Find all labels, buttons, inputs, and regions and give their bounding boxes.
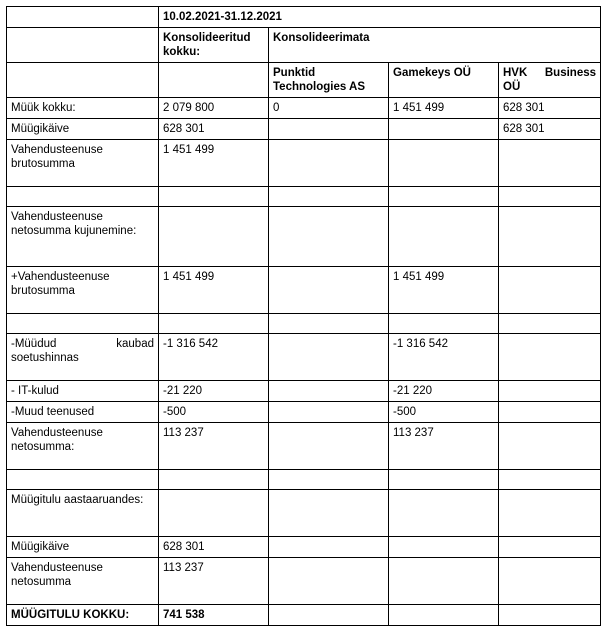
row-value-consolidated: 113 237 xyxy=(159,558,269,605)
header-entity-hvk-word3: OÜ xyxy=(503,81,521,94)
header-blank-cell-2 xyxy=(7,63,159,98)
row-label: Vahendusteenuse netosumma: xyxy=(7,423,159,470)
row-value-punktid xyxy=(269,267,389,314)
table-row xyxy=(7,402,601,423)
row-value-hvk xyxy=(499,207,601,267)
row-value-hvk xyxy=(499,470,601,490)
header-entity-gamekeys: Gamekeys OÜ xyxy=(389,63,499,98)
row-value-punktid xyxy=(269,490,389,537)
header-corner-cell xyxy=(7,7,159,28)
row-value-consolidated: 628 301 xyxy=(159,119,269,140)
row-value-hvk xyxy=(499,314,601,334)
row-value-punktid xyxy=(269,605,389,626)
row-value-consolidated xyxy=(159,207,269,267)
row-value-hvk xyxy=(499,334,601,381)
row-label-part3: soetushinnas xyxy=(11,352,79,365)
row-label: - IT-kulud xyxy=(7,381,159,402)
header-unconsolidated: Konsolideerimata xyxy=(269,28,601,63)
row-value-gamekeys: 113 237 xyxy=(389,423,499,470)
table-row-spacer xyxy=(7,187,601,207)
table-row-total xyxy=(7,605,601,626)
row-value-consolidated: 113 237 xyxy=(159,423,269,470)
row-label: -Muud teenused xyxy=(7,402,159,423)
header-period-cell: 10.02.2021-31.12.2021 xyxy=(159,7,601,28)
row-value-consolidated: 1 451 499 xyxy=(159,267,269,314)
row-label: +Vahendusteenuse brutosumma xyxy=(7,267,159,314)
row-value-hvk xyxy=(499,381,601,402)
row-value-hvk: 628 301 xyxy=(499,119,601,140)
table-row xyxy=(7,334,601,381)
row-label: Vahendusteenuse netosumma xyxy=(7,558,159,605)
table-row xyxy=(7,490,601,537)
row-value-punktid xyxy=(269,402,389,423)
header-consolidated-total: Konsolideeritud kokku: xyxy=(159,28,269,63)
row-value-hvk: 628 301 xyxy=(499,98,601,119)
row-value-gamekeys xyxy=(389,119,499,140)
financial-table xyxy=(6,6,601,626)
table-row xyxy=(7,537,601,558)
row-value-gamekeys: -1 316 542 xyxy=(389,334,499,381)
row-value-punktid xyxy=(269,207,389,267)
row-value-punktid xyxy=(269,140,389,187)
table-row xyxy=(7,207,601,267)
row-value-punktid xyxy=(269,537,389,558)
row-label: Müügikäive xyxy=(7,537,159,558)
header-entity-hvk-word2: Business xyxy=(544,67,597,80)
row-value-gamekeys xyxy=(389,537,499,558)
row-label: Vahendusteenuse netosumma kujunemine: xyxy=(7,207,159,267)
table-row xyxy=(7,267,601,314)
table-row-spacer xyxy=(7,314,601,334)
row-value-consolidated xyxy=(159,470,269,490)
row-value-punktid xyxy=(269,314,389,334)
table-row xyxy=(7,381,601,402)
row-value-gamekeys: 1 451 499 xyxy=(389,98,499,119)
table-header-group-row xyxy=(7,28,601,63)
row-value-gamekeys xyxy=(389,490,499,537)
table-row xyxy=(7,119,601,140)
row-value-hvk xyxy=(499,490,601,537)
row-label xyxy=(7,334,159,381)
row-value-hvk xyxy=(499,140,601,187)
header-blank-cell-3 xyxy=(159,63,269,98)
row-value-punktid xyxy=(269,558,389,605)
table-row xyxy=(7,140,601,187)
row-label: Müügitulu aastaaruandes: xyxy=(7,490,159,537)
row-value-consolidated xyxy=(159,314,269,334)
row-value-punktid xyxy=(269,334,389,381)
row-value-consolidated: -1 316 542 xyxy=(159,334,269,381)
row-value-hvk xyxy=(499,267,601,314)
row-value-gamekeys xyxy=(389,558,499,605)
header-entity-hvk-word1: HVK xyxy=(503,67,528,80)
row-label xyxy=(7,314,159,334)
row-value-gamekeys xyxy=(389,605,499,626)
row-value-consolidated: -500 xyxy=(159,402,269,423)
row-value-gamekeys: -500 xyxy=(389,402,499,423)
row-value-punktid xyxy=(269,381,389,402)
row-value-consolidated: 628 301 xyxy=(159,537,269,558)
row-value-punktid xyxy=(269,423,389,470)
row-label-total: MÜÜGITULU KOKKU: xyxy=(7,605,159,626)
row-value-punktid xyxy=(269,470,389,490)
row-label: Müük kokku: xyxy=(7,98,159,119)
row-value-consolidated: 1 451 499 xyxy=(159,140,269,187)
row-value-consolidated xyxy=(159,187,269,207)
row-value-gamekeys xyxy=(389,207,499,267)
table-header-period-row xyxy=(7,7,601,28)
row-value-hvk xyxy=(499,402,601,423)
row-value-consolidated: 2 079 800 xyxy=(159,98,269,119)
row-value-gamekeys xyxy=(389,140,499,187)
row-value-hvk xyxy=(499,558,601,605)
row-value-total-consolidated: 741 538 xyxy=(159,605,269,626)
row-value-gamekeys xyxy=(389,470,499,490)
row-value-gamekeys xyxy=(389,314,499,334)
header-blank-cell xyxy=(7,28,159,63)
row-label xyxy=(7,187,159,207)
row-value-hvk xyxy=(499,423,601,470)
table-header-entities-row xyxy=(7,63,601,98)
row-label-part2: kaubad xyxy=(116,338,154,351)
row-value-consolidated: -21 220 xyxy=(159,381,269,402)
row-value-consolidated xyxy=(159,490,269,537)
row-value-punktid: 0 xyxy=(269,98,389,119)
header-entity-hvk xyxy=(499,63,601,98)
row-label: Müügikäive xyxy=(7,119,159,140)
row-value-hvk xyxy=(499,187,601,207)
table-row xyxy=(7,98,601,119)
row-value-hvk xyxy=(499,537,601,558)
row-value-gamekeys xyxy=(389,187,499,207)
table-row xyxy=(7,423,601,470)
row-label xyxy=(7,470,159,490)
table-row-spacer xyxy=(7,470,601,490)
row-value-gamekeys: 1 451 499 xyxy=(389,267,499,314)
row-value-hvk xyxy=(499,605,601,626)
row-label-part1: -Müüdud xyxy=(11,338,57,351)
row-value-punktid xyxy=(269,187,389,207)
row-value-gamekeys: -21 220 xyxy=(389,381,499,402)
header-entity-punktid: Punktid Technologies AS xyxy=(269,63,389,98)
row-value-punktid xyxy=(269,119,389,140)
table-row xyxy=(7,558,601,605)
row-label: Vahendusteenuse brutosumma xyxy=(7,140,159,187)
